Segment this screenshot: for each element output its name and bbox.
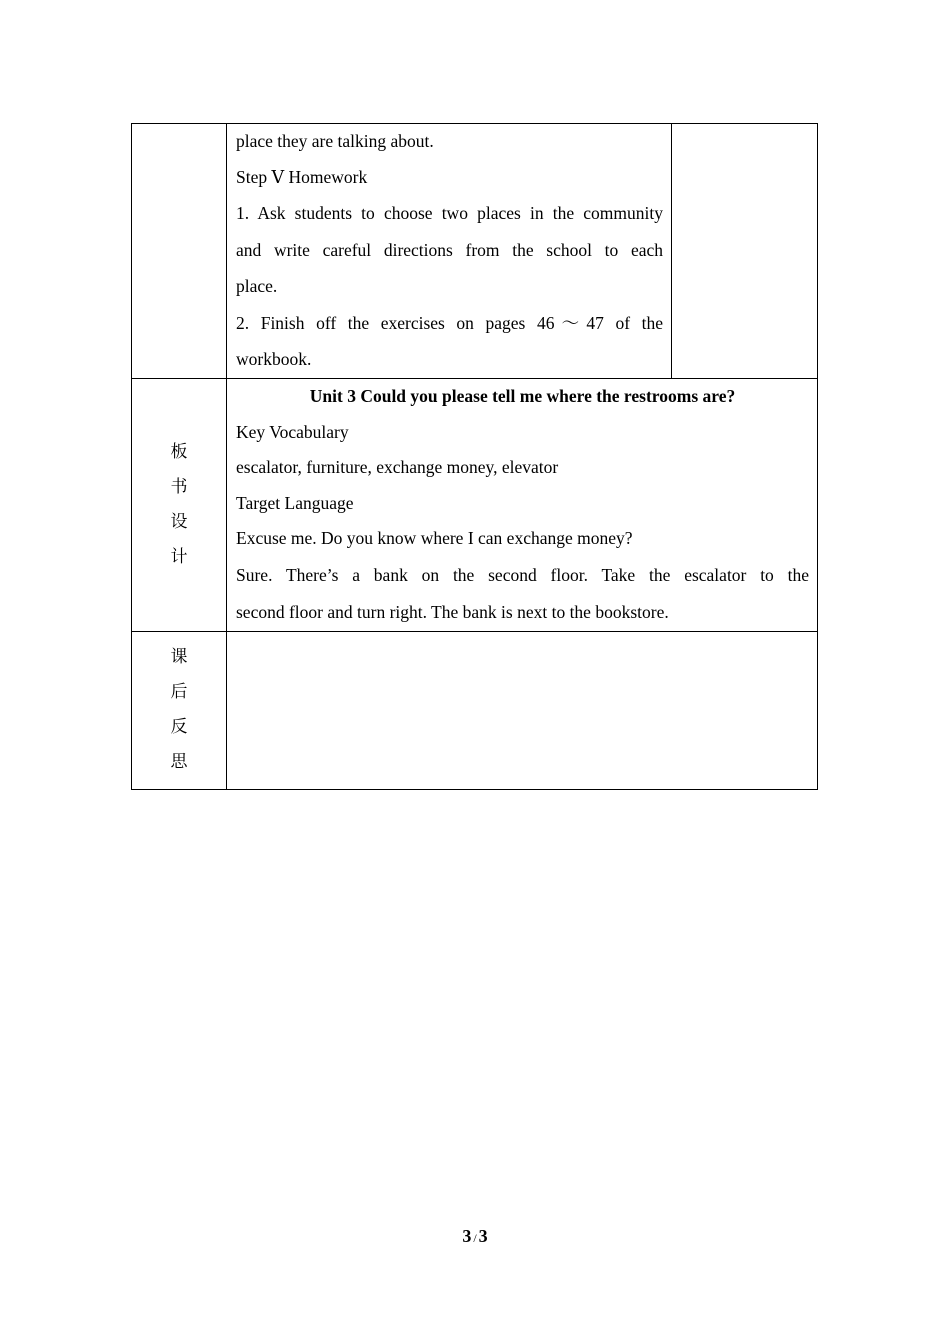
key-vocab-title: Key Vocabulary	[236, 421, 349, 442]
label-char: 计	[170, 546, 188, 567]
homework-content-cell	[227, 124, 672, 379]
homework-item-1c: place.	[236, 276, 278, 296]
label-char: 反	[170, 717, 188, 737]
board-design-label	[132, 379, 227, 632]
label-char: 书	[170, 476, 188, 497]
label-char: 思	[170, 752, 188, 772]
target-language-title: Target Language	[236, 492, 354, 513]
step-heading: Step Ⅴ Homework	[236, 166, 368, 187]
target-sentence-2a: Sure. There’s a bank on the second floor. Take the escalator to the	[236, 564, 809, 585]
homework-label-cell	[132, 124, 227, 379]
page-separator: /	[473, 1231, 477, 1245]
homework-item-2a: 2. Finish off the exercises on pages 46～47 of the	[236, 312, 663, 333]
label-char: 设	[170, 511, 188, 532]
board-design-row	[132, 379, 818, 632]
label-char: 板	[170, 441, 188, 462]
homework-item-1b: and write careful directions from the school to each	[236, 240, 663, 260]
target-sentence-2b: second floor and turn right. The bank is next to the bookstore.	[236, 601, 669, 622]
lesson-plan-table	[131, 123, 818, 790]
notes-cell	[672, 124, 818, 379]
homework-row	[132, 124, 818, 379]
current-page: 3	[462, 1226, 472, 1246]
reflection-content	[227, 631, 818, 789]
homework-item-1a: 1. Ask students to choose two places in the community	[236, 203, 663, 223]
total-pages: 3	[478, 1226, 488, 1246]
label-char: 课	[170, 647, 188, 667]
key-vocab-list: escalator, furniture, exchange money, elevator	[236, 457, 559, 477]
label-char: 后	[170, 682, 188, 702]
reflection-label	[132, 631, 227, 789]
procedure-line: place they are talking about.	[236, 131, 434, 151]
board-design-content	[227, 379, 818, 632]
reflection-row	[132, 631, 818, 789]
target-sentence-1: Excuse me. Do you know where I can exchange money?	[236, 528, 633, 548]
page-number	[0, 1226, 950, 1247]
unit-heading: Unit 3 Could you please tell me where the restrooms are?	[309, 386, 736, 406]
homework-item-2b: workbook.	[236, 348, 312, 369]
